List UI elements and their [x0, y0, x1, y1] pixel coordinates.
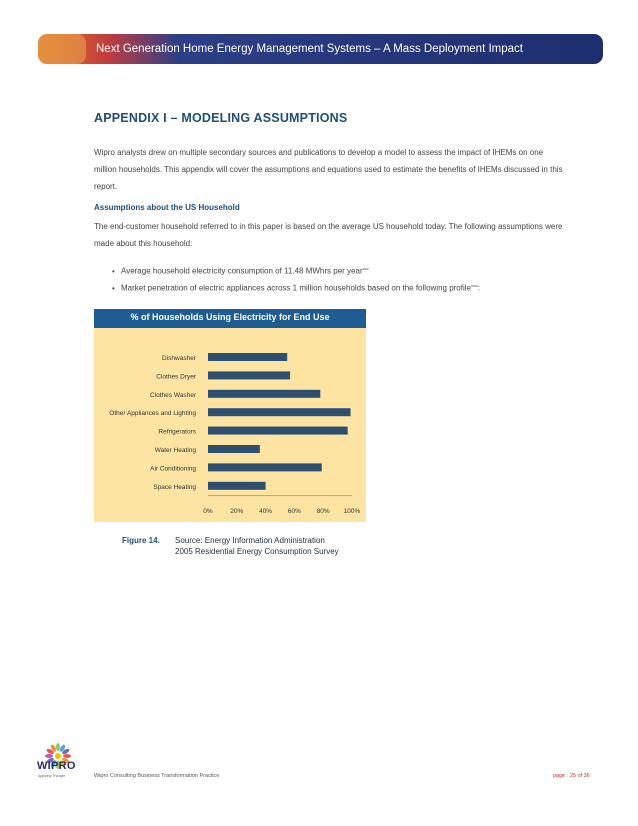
category-label: Refrigerators — [158, 428, 196, 436]
chart-title-bar — [94, 309, 366, 328]
category-label: Clothes Dryer — [156, 373, 196, 381]
bullet-icon: • — [112, 266, 115, 276]
bar — [208, 390, 320, 398]
bar — [208, 408, 351, 416]
bar — [208, 445, 260, 453]
figure-label: Figure 14. — [122, 536, 160, 545]
logo-petal — [45, 754, 53, 758]
chart — [94, 309, 366, 522]
bar — [208, 463, 322, 471]
section-paragraph: The end-customer household referred to in this paper is based on the average US household today. The following assumptions were made about this household: — [94, 222, 563, 248]
bar — [208, 371, 290, 379]
assumption-list — [112, 260, 572, 294]
chart-plot — [94, 328, 366, 522]
footer-practice: Wipro Consulting Business Transformation Practice — [94, 773, 220, 779]
logo-text: WIPRO — [37, 760, 76, 772]
logo-petal — [63, 754, 71, 758]
footnote-ref[interactable]: xxvi — [470, 283, 478, 288]
bullet-text: Market penetration of electric appliances across 1 million households based on the following profile — [121, 283, 471, 293]
x-tick-label: 20% — [230, 507, 244, 515]
section-subheading: Assumptions about the US Household — [94, 203, 240, 212]
category-label: Air Conditioning — [150, 465, 196, 473]
bullet-icon: • — [112, 283, 115, 293]
x-tick-label: 40% — [259, 507, 273, 515]
bar — [208, 482, 266, 490]
x-tick-label: 0% — [203, 507, 213, 515]
figure-source-line2: 2005 Residential Energy Consumption Survey — [175, 547, 339, 556]
page-title: APPENDIX I – MODELING ASSUMPTIONS — [94, 111, 348, 125]
logo-tagline: Applying Thought — [38, 774, 66, 778]
page-number: page : 25 of 36 — [553, 773, 590, 779]
x-tick-label: 60% — [287, 507, 301, 515]
header-title: Next Generation Home Energy Management Systems – A Mass Deployment Impact — [96, 43, 523, 55]
category-label: Other Appliances and Lighting — [109, 410, 196, 418]
bullet-suffix: : — [477, 283, 481, 293]
bar — [208, 427, 348, 435]
category-label: Dishwasher — [162, 355, 196, 362]
figure-source-line1: Source: Energy Information Administration — [175, 536, 325, 545]
category-label: Space Heating — [153, 483, 196, 491]
figure-caption — [122, 535, 339, 557]
x-tick-label: 100% — [343, 507, 361, 515]
bar — [208, 353, 287, 361]
bullet-text: Average household electricity consumption of 11.48 MWhrs per year — [121, 266, 363, 276]
category-label: Clothes Washer — [150, 391, 196, 399]
intro-paragraph: Wipro analysts drew on multiple secondary sources and publications to develop a model to assess the impact of IHEMs on one million households. This appendix will cover the assumptions and equations used to estimate the benefits of IHEMs discussed in this report. — [94, 148, 563, 191]
list-item — [112, 277, 572, 294]
chart-title: % of Households Using Electricity for End Use — [130, 312, 330, 322]
category-label: Water Heating — [154, 447, 196, 454]
x-tick-label: 80% — [316, 507, 330, 515]
list-item — [112, 260, 572, 277]
footnote-ref[interactable]: xxv — [362, 266, 369, 271]
logo-petal — [56, 743, 60, 751]
